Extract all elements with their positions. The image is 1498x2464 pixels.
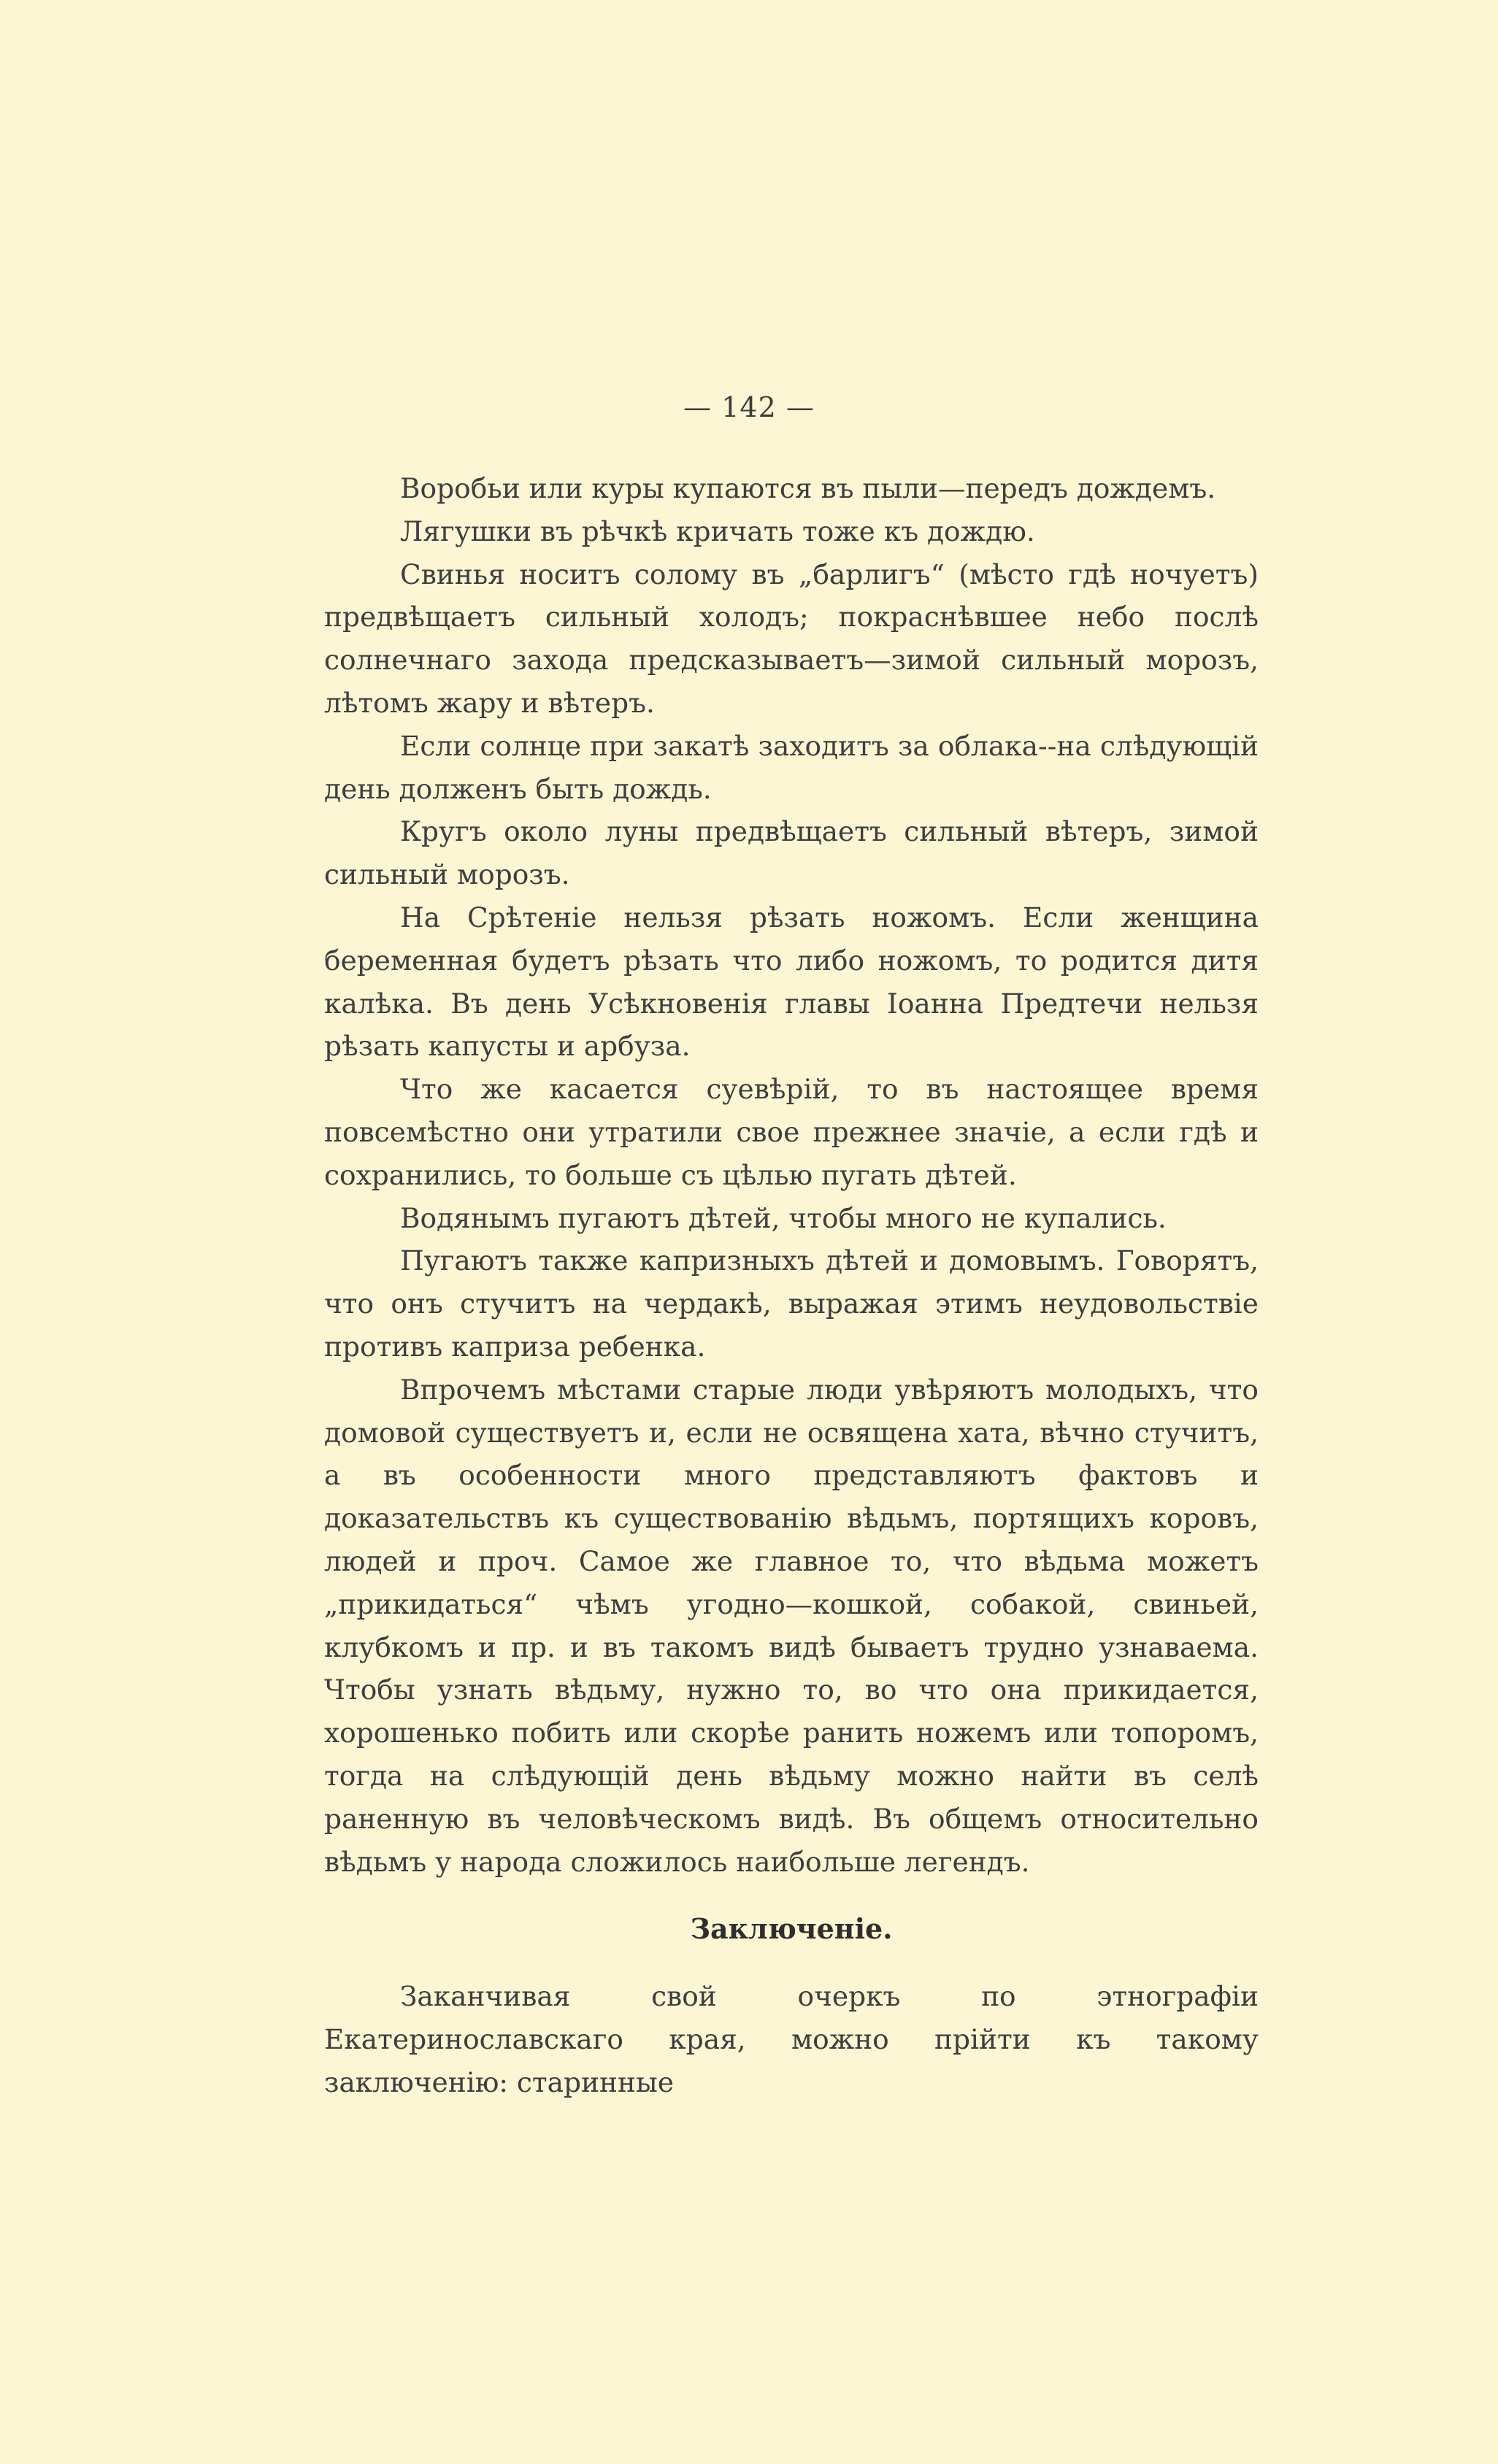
paragraph: Кругъ около луны предвѣщаетъ сильный вѣтеръ, зимой сильный морозъ. [324,815,1259,891]
paragraph: Свинья носитъ солому въ „барлигъ“ (мѣсто гдѣ ночуетъ) предвѣщаетъ сильный холодъ; покраснѣвшее небо послѣ солнечнаго захода предсказываетъ—зимой сильный морозъ, лѣтомъ жару и вѣтеръ. [324,558,1259,719]
paragraph: Лягушки въ рѣчкѣ кричать тоже къ дождю. [400,515,1035,547]
body-text [324,467,1259,2104]
page-number: — 142 — [683,391,815,423]
paragraph: Воробьи или куры купаются въ пыли—передъ дождемъ. [400,472,1216,504]
paragraph: Если солнце при закатѣ заходитъ за облака--на слѣдующій день долженъ быть дождь. [324,729,1259,805]
section-heading: Заключеніе. [690,1912,893,1946]
paragraph: Пугаютъ также капризныхъ дѣтей и домовымъ. Говорятъ, что онъ стучитъ на чердакѣ, выражая этимъ неудовольствіе противъ каприза ребенка. [324,1244,1259,1363]
paragraph: Водянымъ пугаютъ дѣтей, чтобы много не купались. [400,1201,1167,1234]
paragraph: Заканчивая свой очеркъ по этнографіи Екатеринославскаго края, можно прійти къ такому заключенію: старинные [324,1980,1259,2098]
paragraph: На Срѣтеніе нельзя рѣзать ножомъ. Если женщина беременная будетъ рѣзать что либо ножомъ, то родится дитя калѣка. Въ день Усѣкновенія главы Іоанна Предтечи нельзя рѣзать капусты и арбуза. [324,901,1259,1063]
paragraph: Что же касается суевѣрій, то въ настоящее время повсемѣстно они утратили свое прежнее значіе, а если гдѣ и сохранились, то больше съ цѣлью пугать дѣтей. [324,1073,1259,1191]
paragraph: Впрочемъ мѣстами старые люди увѣряютъ молодыхъ, что домовой существуетъ и, если не освящена хата, вѣчно стучитъ, а въ особенности много представляютъ фактовъ и доказательствъ къ существованію вѣдьмъ, портящихъ коровъ, людей и проч. Самое же главное то, что вѣдьма можетъ „прикидаться“ чѣмъ угодно—кошкой, собакой, свиньей, клубкомъ и пр. и въ такомъ видѣ бываетъ трудно узнаваема. Чтобы узнать вѣдьму, нужно то, во что она прикидается, хорошенько побить или скорѣе ранить ножемъ или топоромъ, тогда на слѣдующій день вѣдьму можно найти въ селѣ раненную въ человѣческомъ видѣ. Въ общемъ относительно вѣдьмъ у народа сложилось наибольше легендъ. [324,1373,1259,1878]
